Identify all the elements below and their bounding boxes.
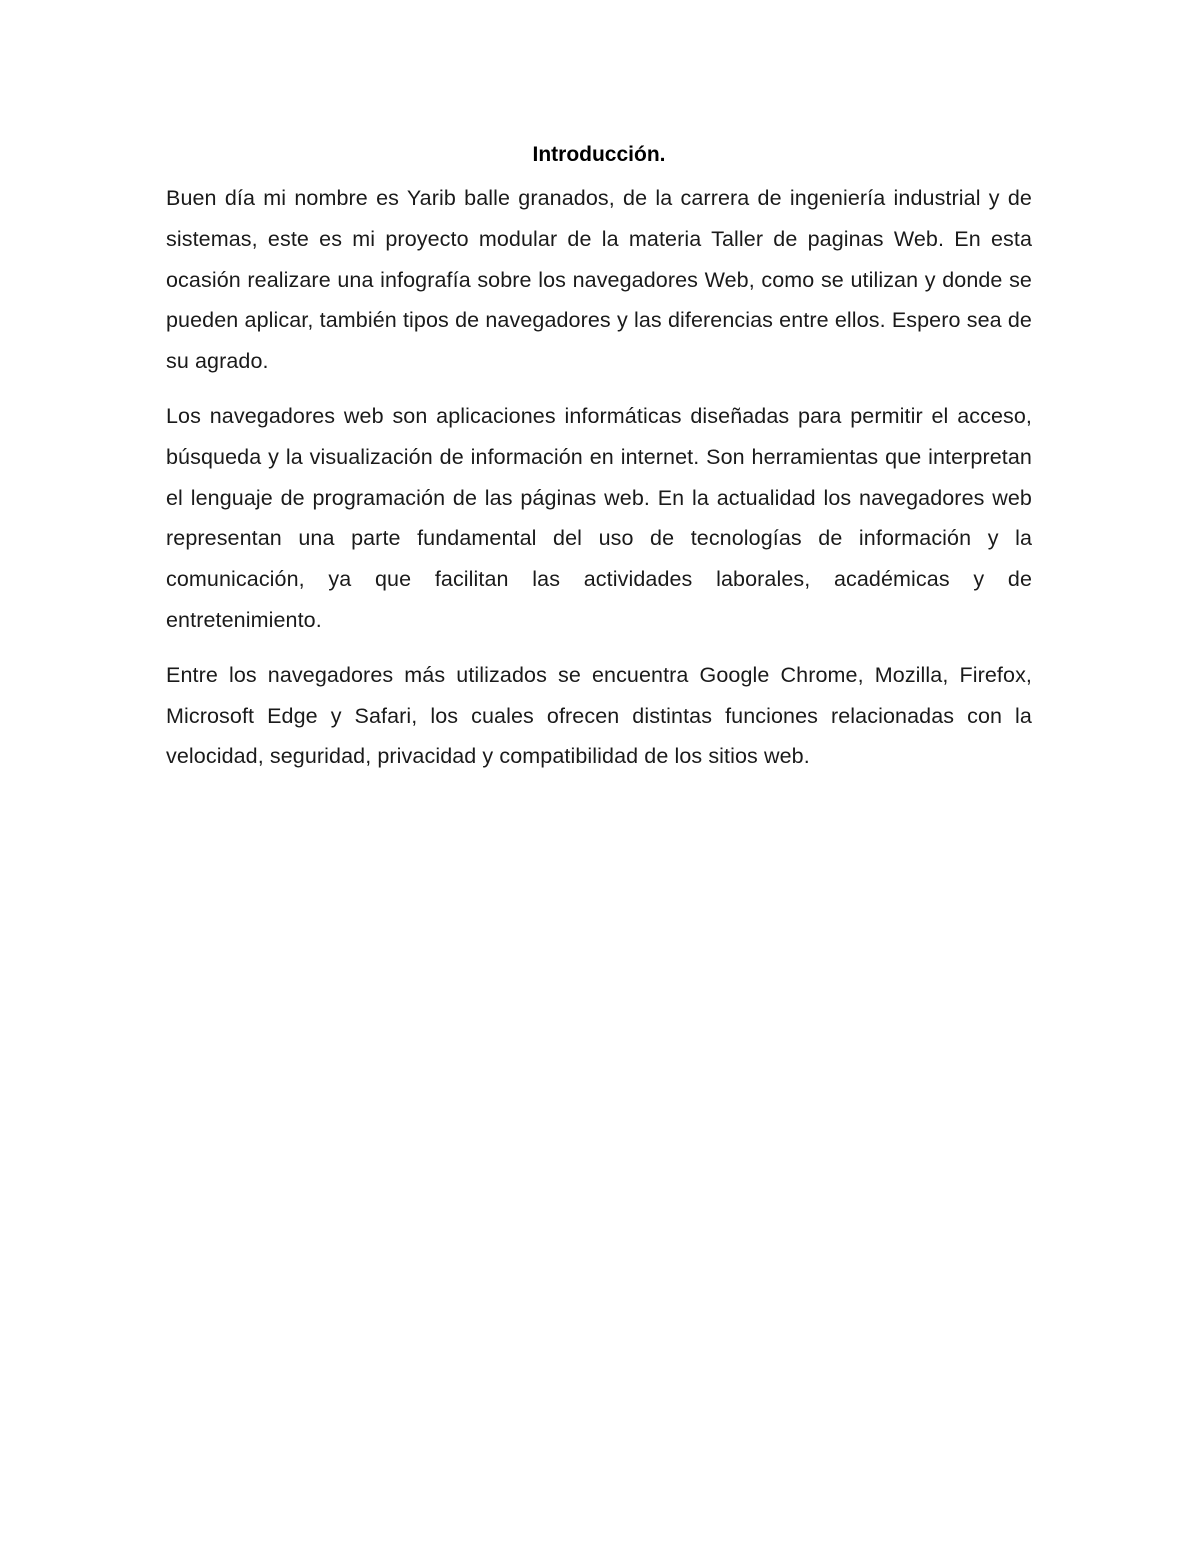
paragraph-browsers-definition: Los navegadores web son aplicaciones informáticas diseñadas para permitir el acceso, búsqueda y la visualización de información en internet. Son herramientas que interpretan el lenguaje de programación de las páginas web. En la actualidad los navegadores web representan una parte fundamental del uso de tecnologías de información y la comunicación, ya que facilitan las actividades laborales, académicas y de entretenimiento. [166,403,1032,632]
paragraph-introduction: Buen día mi nombre es Yarib balle granados, de la carrera de ingeniería industrial y de sistemas, este es mi proyecto modular de la materia Taller de paginas Web. En esta ocasión realizare una infografía sobre los navegadores Web, como se utilizan y donde se pueden aplicar, también tipos de navegadores y las diferencias entre ellos. Espero sea de su agrado. [166,186,1032,374]
document-body [166,138,1032,791]
paragraph-popular-browsers: Entre los navegadores más utilizados se encuentra Google Chrome, Mozilla, Firefox, Microsoft Edge y Safari, los cuales ofrecen distintas funciones relacionadas con la velocidad, seguridad, privacidad y compatibilidad de los sitios web. [166,662,1032,769]
document-title: Introducción. [532,143,666,166]
